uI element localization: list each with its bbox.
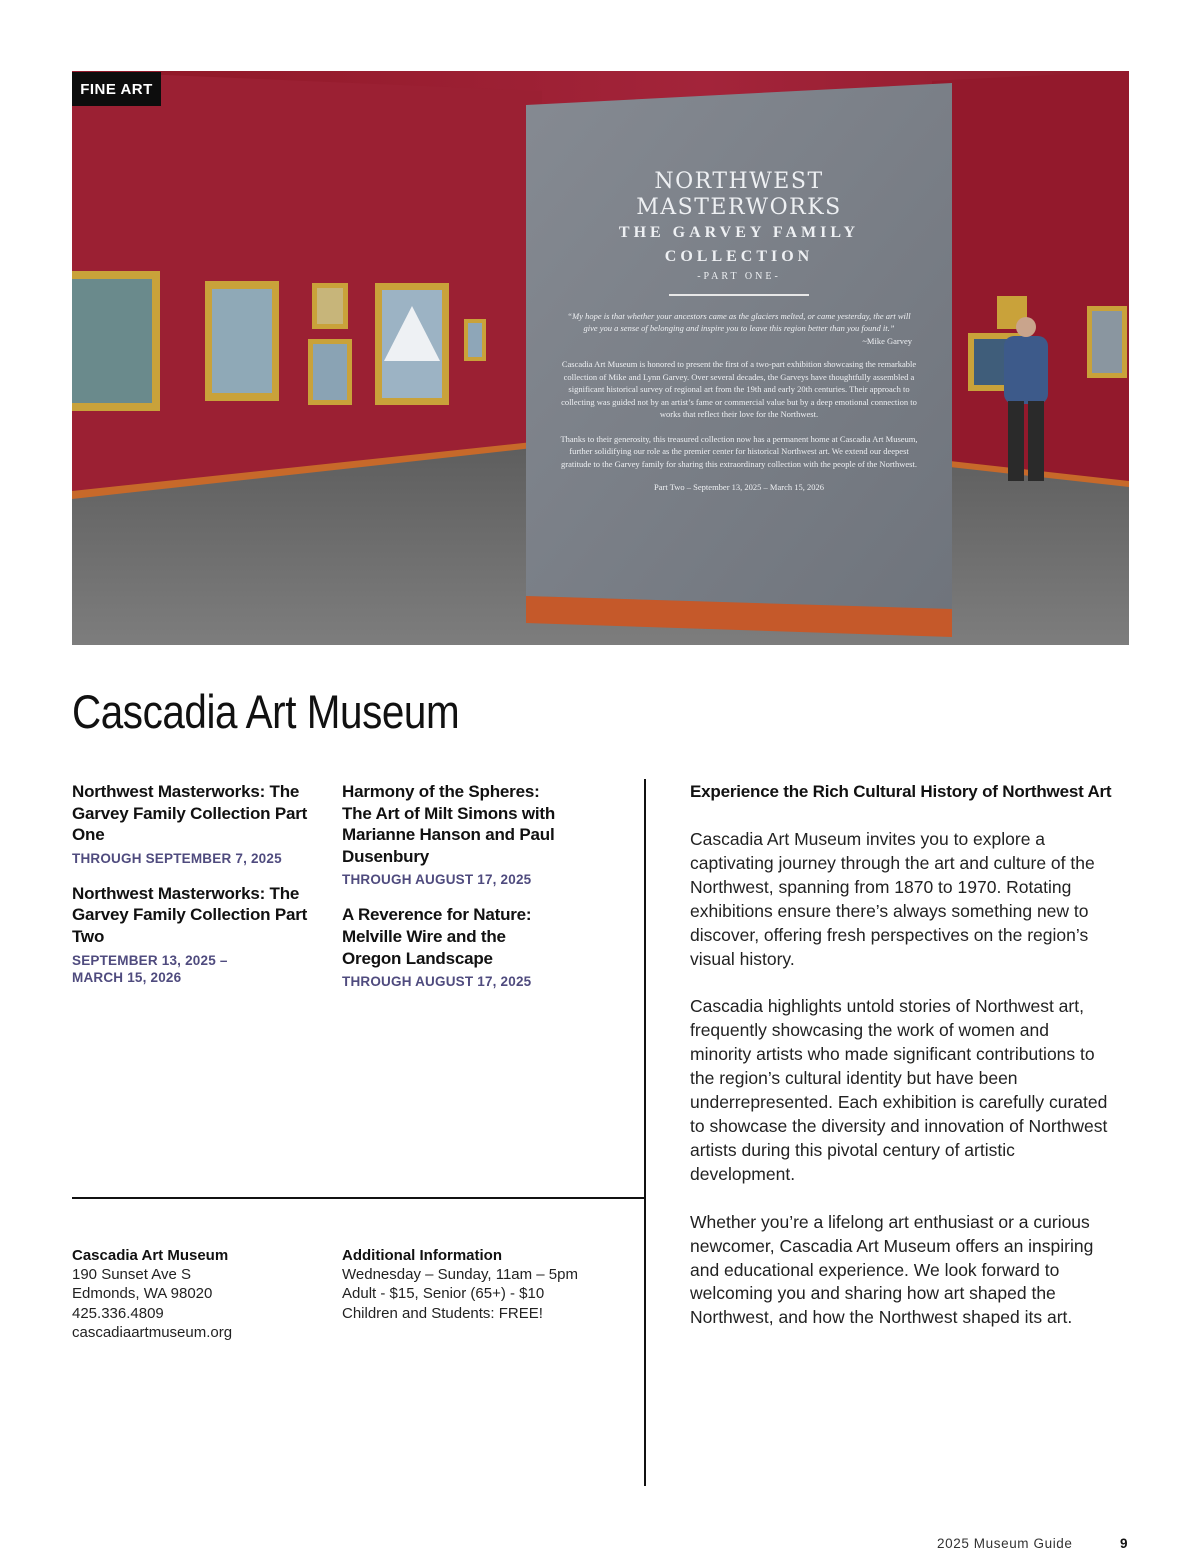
contact-website: cascadiaartmuseum.org [72,1323,233,1341]
exhibition-title: Northwest Masterworks: The Garvey Family Collection Part One [72,782,308,845]
wall-body-2: Thanks to their generosity, this treasured collection now has a permanent home at Cascadia Art Museum, further solidifying our role as the premier center for historical Northwest art. We extend our deepest gratitude to the Garvey family for sharing this extraordinary collection with the people of the Northwest. [560,433,918,469]
wall-quote: “My hope is that whether your ancestors came as the glaciers melted, or came yesterday, the art will give you a sense of belonging and inspire you to leave this region better than you found it.” [567,311,911,333]
wall-subtitle-line2: COLLECTION [664,248,814,265]
exhibition-item [72,883,312,986]
vertical-divider [644,779,646,1486]
exhibition-title: Harmony of the Spheres: The Art of Milt Simons with Marianne Hanson and Paul Dusenbury [342,782,556,866]
exhibitions-column-b [342,781,582,1006]
article-paragraph-1: Cascadia Art Museum invites you to explore a captivating journey through the art and culture of the Northwest, spanning from 1870 to 1970. Rotating exhibitions ensure there’s always something new to discover, offering fresh perspectives on the region’s visual history. [690,829,1095,969]
wall-dates: Part Two – September 13, 2025 – March 15, 2026 [654,482,824,492]
wall-divider [669,294,809,296]
additional-info-block [342,1246,578,1323]
wall-title-line2: MASTERWORKS [636,195,842,220]
admission-prices: Adult - $15, Senior (65+) - $10 [342,1285,545,1303]
article-paragraph-3: Whether you’re a lifelong art enthusiast or a curious newcomer, Cascadia Art Museum offers an inspiring and educational experience. We look forward to welcoming you and sharing how art shaped the Northwest, and how the Northwest shaped its art. [690,1211,1094,1328]
exhibitions-column-a [72,781,312,1002]
exhibition-date: SEPTEMBER 13, 2025 – MARCH 15, 2026 [72,952,228,985]
footer-guide-label: 2025 Museum Guide [937,1536,1073,1551]
wall-subtitle-line1: THE GARVEY FAMILY [618,224,860,241]
exhibition-date: THROUGH AUGUST 17, 2025 [342,872,532,888]
exhibition-item [342,904,582,990]
contact-phone: 425.336.4809 [72,1304,164,1322]
exhibition-item [342,781,582,888]
contact-block [72,1246,232,1342]
exhibition-date: THROUGH SEPTEMBER 7, 2025 [72,850,282,866]
children-admission: Children and Students: FREE! [342,1304,543,1322]
additional-info-label: Additional Information [342,1247,502,1264]
hours: Wednesday – Sunday, 11am – 5pm [342,1266,578,1284]
article-heading: Experience the Rich Cultural History of Northwest Art [690,782,1112,801]
wall-part-label: -PART ONE- [697,271,781,282]
exhibition-title: A Reverence for Nature: Melville Wire and the Oregon Landscape [342,905,532,968]
article [690,781,1130,1330]
category-tag: FINE ART [72,72,161,106]
exhibition-item [72,781,312,867]
page-number: 9 [1120,1536,1128,1551]
page-title: Cascadia Art Museum [72,685,460,738]
wall-title-line1: NORTHWEST [654,169,824,194]
wall-quote-attribution: ~Mike Garvey [862,336,912,346]
contact-address-line2: Edmonds, WA 98020 [72,1285,213,1303]
wall-body-1: Cascadia Art Museum is honored to present the first of a two-part exhibition showcasing the remarkable collection of Mike and Lynn Garvey. Over several decades, the Garveys have thoughtfully assembled a significant historical survey of regional art from the 19th and early 20th centuries. Their approach to collecting was guided not by an artist’s fame or commercial value but by a deep emotional connection to works that reflect their love for the Northwest. [561,359,917,419]
horizontal-divider [72,1197,645,1199]
exhibition-date: THROUGH AUGUST 17, 2025 [342,974,532,990]
hero-photo [72,71,1129,645]
exhibition-title: Northwest Masterworks: The Garvey Family Collection Part Two [72,883,308,946]
contact-name: Cascadia Art Museum [72,1247,229,1264]
article-paragraph-2: Cascadia highlights untold stories of Northwest art, frequently showcasing the work of women and minority artists who made significant contributions to the region’s cultural identity but have been underrepresented. Each exhibition is carefully curated to showcase the diversity and innovation of Northwest artists during this pivotal century of artistic development. [690,996,1108,1184]
exhibition-title-wall [526,83,952,608]
contact-address-line1: 190 Sunset Ave S [72,1266,191,1284]
